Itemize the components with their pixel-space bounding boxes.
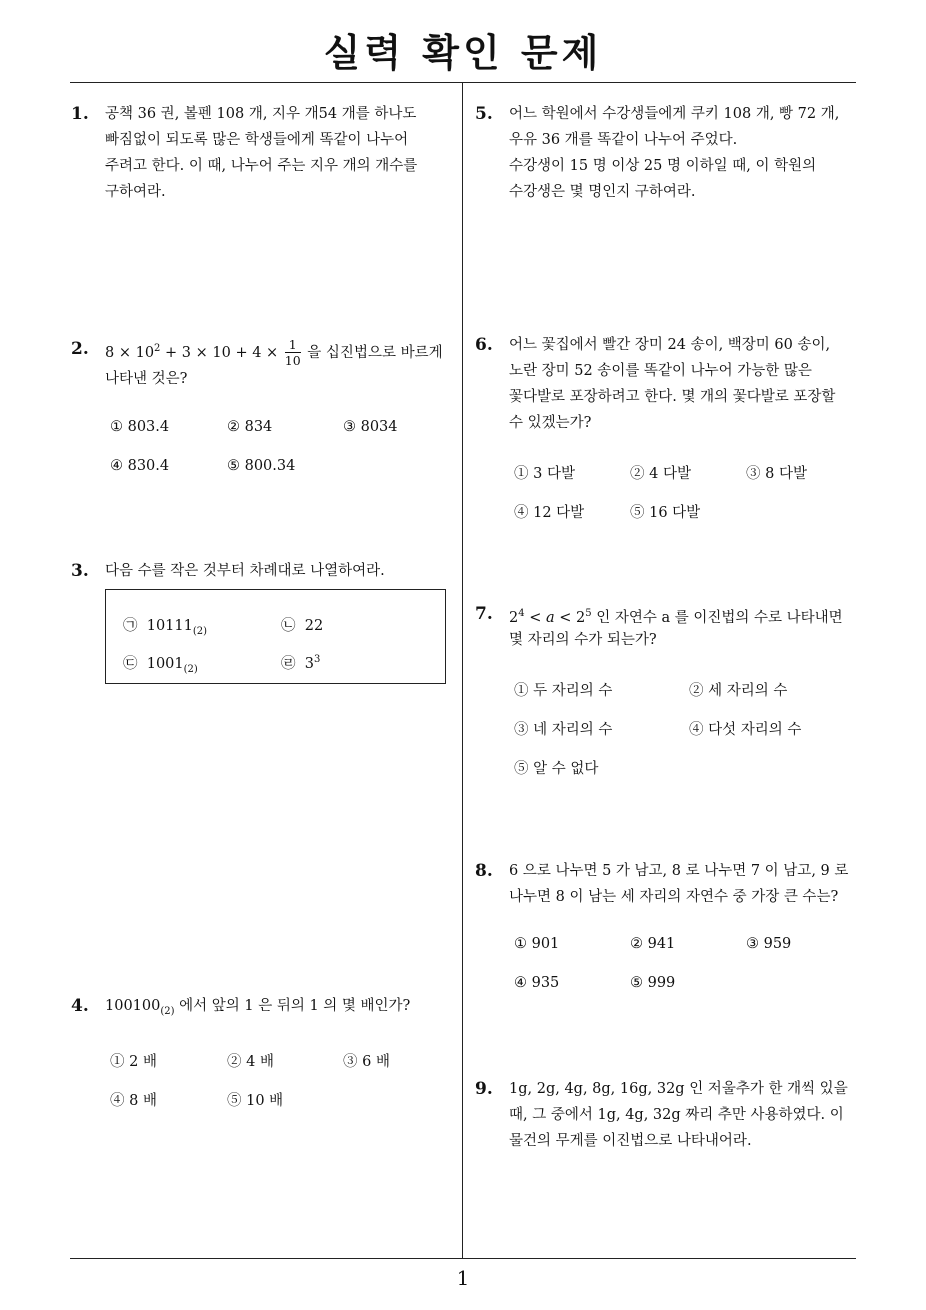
option-1[interactable]: ① 3 다발 xyxy=(514,466,575,482)
item-mark: ㉠ xyxy=(123,618,138,634)
option-1[interactable]: ① 901 xyxy=(514,936,560,952)
question-line: 공책 36 권, 볼펜 108 개, 지우 개54 개를 하나도 xyxy=(105,106,417,122)
question-line-text: 에서 앞의 1 은 뒤의 1 의 몇 배인가? xyxy=(174,998,411,1014)
fraction xyxy=(285,337,301,368)
question-number: 3. xyxy=(71,561,89,581)
question-number: 9. xyxy=(475,1079,493,1099)
option-2[interactable]: ② 4 배 xyxy=(227,1054,274,1070)
question-line: 몇 자리의 수가 되는가? xyxy=(509,632,657,648)
option-3[interactable]: ③ 네 자리의 수 xyxy=(514,722,613,738)
option-5[interactable]: ⑤ 16 다발 xyxy=(630,505,701,521)
exponent: 5 xyxy=(585,608,592,619)
question-text xyxy=(509,101,839,205)
option-1[interactable]: ① 803.4 xyxy=(110,419,170,435)
question-line: 6 으로 나누면 5 가 남고, 8 로 나누면 7 이 남고, 9 로 xyxy=(509,863,849,879)
answer-box xyxy=(105,589,446,684)
item-value: 1001 xyxy=(146,656,184,672)
box-item-3 xyxy=(123,652,198,675)
option-3[interactable]: ③ 8 다발 xyxy=(746,466,807,482)
item-value: 10111 xyxy=(146,618,193,634)
base-subscript: (2) xyxy=(183,663,198,675)
question-line: 우유 36 개를 똑같이 나누어 주었다. xyxy=(509,132,738,148)
option-4[interactable]: ④ 다섯 자리의 수 xyxy=(689,722,802,738)
box-item-1 xyxy=(123,614,207,637)
question-line xyxy=(105,993,410,1019)
base-subscript: (2) xyxy=(192,625,208,637)
option-1[interactable]: ① 2 배 xyxy=(110,1054,157,1070)
question-line xyxy=(105,332,443,369)
item-mark: ㉡ xyxy=(281,618,296,634)
question-text xyxy=(509,332,835,436)
question-line: 주려고 한다. 이 때, 나누어 주는 지우 개의 개수를 xyxy=(105,158,418,174)
page-title: 실력 확인 문제 xyxy=(323,31,603,75)
box-item-2 xyxy=(281,614,323,635)
question-line: 구하여라. xyxy=(105,184,166,200)
option-2[interactable]: ② 941 xyxy=(630,936,676,952)
question-text xyxy=(105,558,385,584)
box-item-4 xyxy=(281,652,320,673)
expression-part: 2 xyxy=(576,609,586,626)
expression-part: < a < xyxy=(524,609,576,626)
option-5[interactable]: ⑤ 알 수 없다 xyxy=(514,761,599,777)
option-4[interactable]: ④ 935 xyxy=(514,975,560,991)
question-line: 수 있겠는가? xyxy=(509,415,592,431)
item-mark: ㉣ xyxy=(281,656,296,672)
item-mark: ㉢ xyxy=(123,656,138,672)
question-line: 수강생이 15 명 이상 25 명 이하일 때, 이 학원의 xyxy=(509,158,817,174)
option-5[interactable]: ⑤ 10 배 xyxy=(227,1093,284,1109)
question-number: 6. xyxy=(475,335,493,355)
question-line: 어느 학원에서 수강생들에게 쿠키 108 개, 빵 72 개, xyxy=(509,106,840,122)
option-5[interactable]: ⑤ 800.34 xyxy=(227,458,296,474)
exponent: 3 xyxy=(313,654,321,666)
question-line: 나타낸 것은? xyxy=(105,371,188,387)
item-value: 3 xyxy=(304,656,314,672)
fraction-numerator: 1 xyxy=(285,337,301,353)
question-line xyxy=(509,601,843,627)
expression-part: 2 xyxy=(509,609,519,626)
question-line: 물건의 무게를 이진법으로 나타내어라. xyxy=(509,1133,752,1149)
question-line: 어느 꽃집에서 빨간 장미 24 송이, 백장미 60 송이, xyxy=(509,337,831,353)
option-3[interactable]: ③ 959 xyxy=(746,936,792,952)
question-number: 2. xyxy=(71,339,89,359)
item-value: 22 xyxy=(304,618,324,634)
question-line-text: 인 자연수 a 를 이진법의 수로 나타내면 xyxy=(591,609,843,626)
question-text xyxy=(105,336,443,392)
option-4[interactable]: ④ 830.4 xyxy=(110,458,170,474)
option-4[interactable]: ④ 12 다발 xyxy=(514,505,585,521)
option-1[interactable]: ① 두 자리의 수 xyxy=(514,683,613,699)
option-3[interactable]: ③ 8034 xyxy=(343,419,398,435)
exponent: 2 xyxy=(154,343,161,354)
question-line: 빠짐없이 되도록 많은 학생들에게 똑같이 나누어 xyxy=(105,132,409,148)
question-line: 수강생은 몇 명인지 구하여라. xyxy=(509,184,696,200)
expression-part: 8 × 10 xyxy=(105,344,155,361)
title-rule xyxy=(70,82,856,83)
option-3[interactable]: ③ 6 배 xyxy=(343,1054,390,1070)
question-line: 1g, 2g, 4g, 8g, 16g, 32g 인 저울추가 한 개씩 있을 xyxy=(509,1081,848,1097)
exponent: 4 xyxy=(518,608,525,619)
question-number: 8. xyxy=(475,861,493,881)
page-number: 1 xyxy=(456,1266,470,1290)
question-number: 1. xyxy=(71,104,89,124)
question-line-text: 을 십진법으로 바르게 xyxy=(302,344,443,361)
question-text xyxy=(105,101,417,205)
fraction-denominator: 10 xyxy=(284,353,301,369)
expression-part: + 3 × 10 + 4 × xyxy=(160,344,283,361)
question-line: 다음 수를 작은 것부터 차례대로 나열하여라. xyxy=(105,563,385,579)
question-text xyxy=(509,1076,848,1154)
question-text xyxy=(509,858,848,910)
binary-value: 100100 xyxy=(105,998,161,1014)
question-line: 노란 장미 52 송이를 똑같이 나누어 가능한 많은 xyxy=(509,363,812,379)
question-text xyxy=(509,601,843,653)
base-subscript: (2) xyxy=(160,1005,175,1017)
option-2[interactable]: ② 834 xyxy=(227,419,273,435)
option-2[interactable]: ② 4 다발 xyxy=(630,466,691,482)
question-number: 4. xyxy=(71,996,89,1016)
question-line: 나누면 8 이 남는 세 자리의 자연수 중 가장 큰 수는? xyxy=(509,889,839,905)
option-5[interactable]: ⑤ 999 xyxy=(630,975,676,991)
question-line: 때, 그 중에서 1g, 4g, 32g 짜리 추만 사용하였다. 이 xyxy=(509,1107,844,1123)
footer-rule xyxy=(70,1258,856,1259)
option-4[interactable]: ④ 8 배 xyxy=(110,1093,157,1109)
option-2[interactable]: ② 세 자리의 수 xyxy=(689,683,788,699)
question-number: 5. xyxy=(475,104,493,124)
question-number: 7. xyxy=(475,604,493,624)
question-text xyxy=(105,993,410,1019)
question-line: 꽃다발로 포장하려고 한다. 몇 개의 꽃다발로 포장할 xyxy=(509,389,836,405)
column-divider xyxy=(462,83,463,1259)
